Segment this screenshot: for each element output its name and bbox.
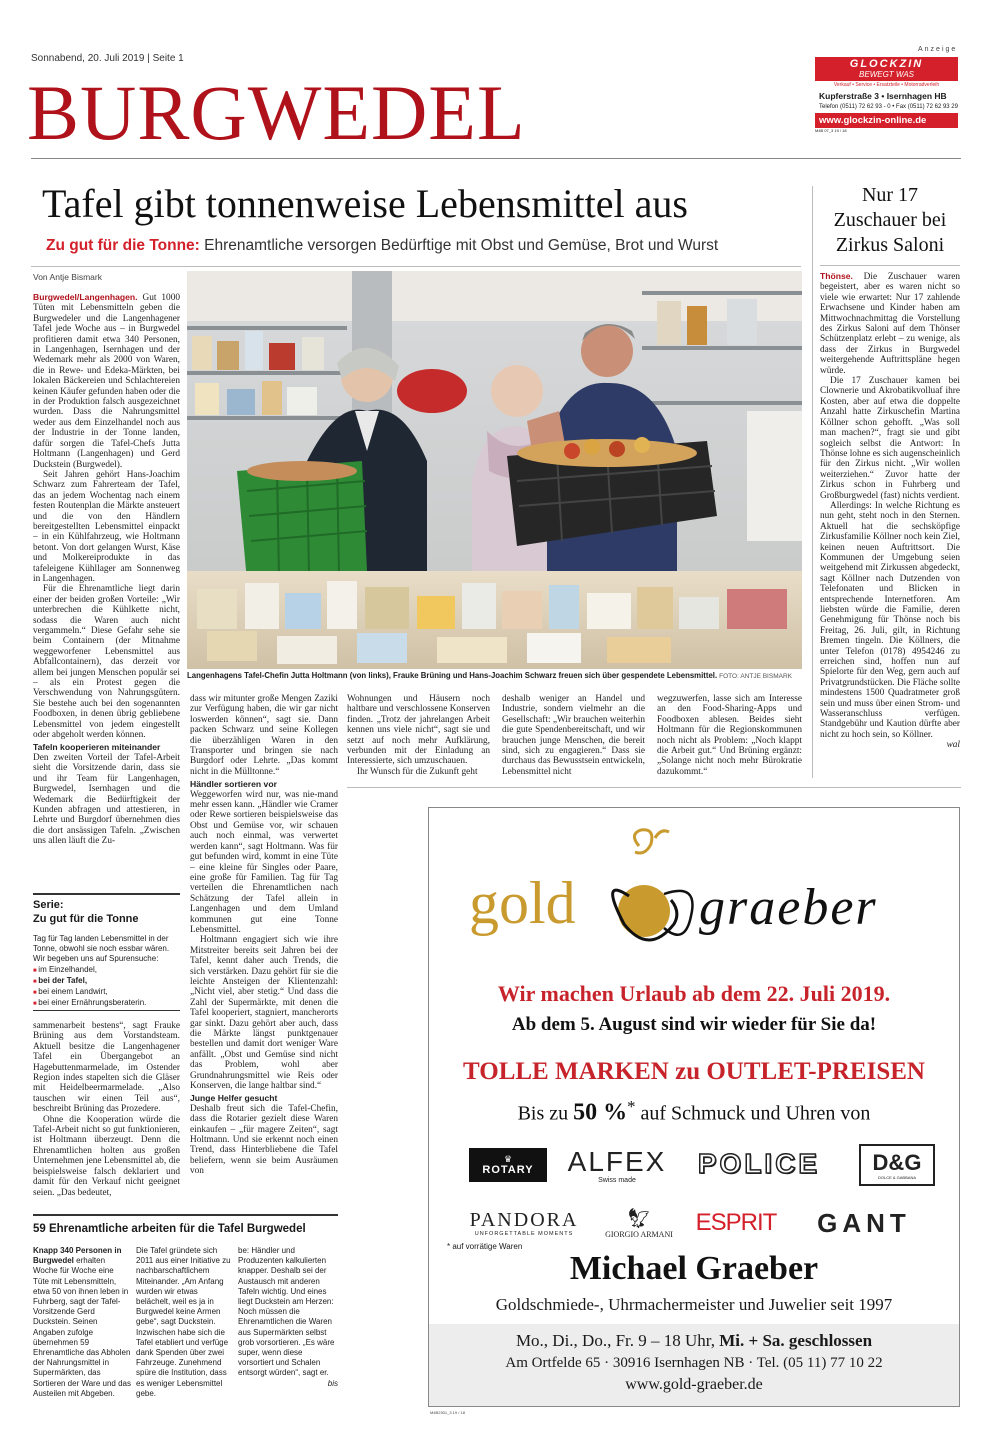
glockzin-ad[interactable] — [815, 57, 958, 147]
rotary-text: ROTARY — [482, 1163, 534, 1176]
col5-p1: wegzuwerfen, lasse sich am Interesse an den Food-Sharing-Apps und Foodboxen ablesen. Beides sieht Holtmann für die Regionskommunen noch nicht als Problem: „Noch klappt die Arbeit gut.“ Und Brüning ergänzt: „Solange nicht noch mehr Bürokratie dazukommt.“ — [657, 694, 802, 777]
box-author: bis — [327, 1378, 338, 1388]
box-col-1 — [33, 1246, 131, 1411]
series-list — [33, 965, 180, 1010]
esprit-text: ESPRIT — [695, 1209, 777, 1236]
discount-value: 50 % — [573, 1099, 628, 1126]
series-rule-bottom — [33, 1010, 180, 1011]
contact-box — [429, 1324, 959, 1406]
head-rule — [31, 266, 801, 267]
series-list-item — [33, 965, 180, 976]
armani-text: GIORGIO ARMANI — [605, 1229, 673, 1239]
brand-armani — [589, 1200, 689, 1246]
ad-label: Anzeige — [918, 46, 958, 53]
sub-red: Zu gut für die Tonne: — [46, 237, 200, 254]
dg-sub: DOLCE & GABBANA — [877, 1174, 916, 1180]
glockzin-web[interactable]: www.glockzin-online.de — [815, 113, 958, 128]
col1-subhead: Tafeln kooperieren miteinander — [33, 742, 161, 753]
graeber-ad[interactable] — [428, 807, 960, 1407]
col3-p1: Wohnungen und Häusern noch haltbare und verschlossene Konserven finden. „Trotz der jahrelangen Arbeit kennen uns viele nicht“, sagt sie und setzt auf noch mehr Aufklärung, verbunden mit der Einladung an Interessierte, sich umzuschauen. — [347, 694, 490, 767]
side-p3: Allerdings: In welche Richtung es nun geht, steht noch in den Sternen. Aktuell hat die sechsköpfige Zirkusfamilie Köllner noch kein Ziel, keinen neuen Auftrittsort. Die Kommunen der Umgebung seien weitgehend mit Zirkussen abgedeckt, sagt Köllner nach Dutzenden von Telefonaten und Blicken in entsprechende Internetforen. Am liebsten würde die Familie, deren Genehmigung für Thönse noch bis Freitag, 26. Juli, gilt, in Richtung Bremen tingeln. Die Köllners, die unter Telefon (0178) 4954246 zu erreichen sind, hoffen nun auf Spielorte für den Weg, gern auch auf Privatgrundstücken. Die Fläche sollte mindestens 1500 Quadratmeter groß sein und muss über einen Strom- und Wasseranschluss verfügen. Standgebühr und Kaution dürfte aber nicht zu hoch sein, so Köllner. — [820, 500, 960, 740]
side-p1: Die Zuschauer waren begeistert, aber es waren nicht so viele wie erwartet: Nur 17 zahlende Erwachsene und Kinder haben am Mittwochnachmittag die Vorstellung des Zirkus Saloni auf dem Thönser Schützenplatz erlebt – zu wenige, als dass der Zirkus in Burgwedel weitergehende Auftrittspläne hegen würde. — [820, 272, 960, 376]
col2-subhead-2: Junge Helfer gesucht — [190, 1093, 278, 1104]
box-lead: Knapp 340 Personen in Burgwedel — [33, 1246, 122, 1266]
series-title: Serie: — [33, 899, 64, 911]
caption-text: Langenhagens Tafel-Chefin Jutta Holtmann (von links), Frauke Brüning und Hans-Joachim Schwarz freuen sich über gespendete Lebensmittel. — [187, 671, 718, 680]
discount-post: auf Schmuck und Uhren von — [635, 1102, 871, 1125]
bullet-icon: ■ — [33, 967, 39, 974]
article-col-4 — [502, 694, 645, 780]
gant-text: GANT — [817, 1207, 911, 1238]
content-bottom-rule — [347, 787, 961, 788]
col3-p2: Ihr Wunsch für die Zukunft geht — [357, 766, 478, 777]
owner-profession: Goldschmiede-, Uhrmachermeister und Juwelier seit 1997 — [495, 1295, 893, 1314]
brand-rotary — [469, 1148, 547, 1182]
series-rule-top — [33, 893, 180, 895]
glockzin-name: GLOCKZIN — [849, 58, 924, 70]
col1-p5: sammenarbeit bestens“, sagt Frauke Brüning aus dem Vorstandsteam. Aktuell besitze die Langenhagener Tafel ein Übergangebot an Hagebuttenmarmelade, im Ostender Region indes stapelten sich die Gläser mit Heidelbeermarmelade. „Also tauschen wir einen Teil aus“, beschreibt Brüning das Prozedere. — [33, 1021, 180, 1115]
col2-subhead-1: Händler sortieren vor — [190, 779, 277, 790]
bullet-icon: ■ — [33, 978, 39, 985]
discount-star: * — [627, 1097, 636, 1116]
pandora-sub: UNFORGETTABLE MOMENTS — [474, 1231, 574, 1237]
armani-eagle-icon: 🦅︎ — [626, 1207, 652, 1230]
series-box — [33, 898, 180, 1009]
series-list-text: bei der Tafel, — [38, 975, 88, 985]
opening-hours — [429, 1324, 959, 1352]
box-col-2 — [136, 1246, 232, 1411]
col4-p1: deshalb weniger an Handel und Industrie, sondern vielmehr an die Gesellschaft: „Wir brauchen weiterhin die gute Spendenbereitschaft, und wir brauchen junge Menschen, die bereit sind, sich zu engagieren.“ Dass sie durchaus das Bewusstsein entwickeln, Lebensmittel nicht — [502, 694, 645, 777]
box-c3: be: Händler und Produzenten kalkulierten knapper. Deshalb sei der Austausch mit anderen Tafeln wichtig. Und eines liegt Duckstein am Herzen: Noch müssen die Ehrenamtlichen die Waren aus Supermärkten selbst grob vorsortieren. „Es wäre super, wenn diese vorsortiert und Schalen entsorgt würden“, sagt er. — [238, 1246, 335, 1378]
masthead: BURGWEDEL — [27, 69, 526, 156]
vacation-line-2: Ab dem 5. August sind wir wieder für Sie da! — [511, 1014, 877, 1035]
col1-p4: Den zweiten Vorteil der Tafel-Arbeit sieht die Vorsitzende darin, dass sie und ihr Team für Langenhagen, Burgwedel, Isernhagen und die Wedemark die Bedürftigkeit der Kunden abfragen und attestieren, in Lehrte und Burgdorf übernehmen dies die dort ansässigen Tafeln. „Zwischen uns allen läuft die Zu- — [33, 752, 180, 847]
header-rule — [31, 158, 961, 159]
side-body — [820, 271, 960, 778]
alfex-text: ALFEX — [567, 1145, 667, 1177]
glockzin-logo — [815, 57, 958, 81]
ad-address: Am Ortfelde 65 · 30916 Isernhagen NB · Tel. (05 11) 77 10 22 — [505, 1355, 883, 1371]
box-c1: erhalten Woche für Woche eine Tüte mit Lebensmitteln, etwa 50 von ihnen leben in Fuhrberg, sagt der Tafel-Vorsitzende Gerd Duckstein. Seinen Angaben zufolge übernehmen 59 Ehrenamtliche das Abholen der Nahrungsmittel in Supermärkten, das Sortieren der Ware und das Austeilen mit Abgeben. — [33, 1256, 131, 1398]
glockzin-phone: Telefon (0511) 72 62 93 - 0 • Fax (0511) 72 62 93 29 — [819, 104, 958, 110]
article-col-3 — [347, 694, 490, 780]
side-p2: Die 17 Zuschauer kamen bei Clownerie und Akrobatikvolluaf ihre Kosten, aber auf etwa die doppelte Anzahl hatte Zirkuschefin Martina Köllner schon gehofft. „Was soll man machen?“, fragt sie und gibt sogleich selbst die Antwort: In Thönse lohne es sich augenscheinlich für den Zirkus nicht. „Wir wollen weiterziehen.“ Zuvor hatte der Zirkus schon in Fuhrberg und Großburgwedel (fast) nichts verdient. — [820, 376, 960, 501]
side-headline: Nur 17 Zuschauer bei Zirkus Saloni — [833, 184, 947, 256]
logo-gold-text: gold — [469, 870, 576, 936]
glockzin-services: Verkauf • Service • Ersatzteile • Motorradverleih — [815, 81, 958, 90]
brand-alfex — [557, 1140, 677, 1190]
dateline: Sonnabend, 20. Juli 2019 | Seite 1 — [31, 53, 184, 64]
brand-gant — [789, 1206, 939, 1240]
main-subheadline — [46, 236, 718, 256]
series-list-item — [33, 998, 180, 1009]
col2-p1: dass wir mitunter große Mengen Zaziki zur Verfügung haben, die wir gar nicht loswerden können“, sagt sie. Dann packen Schwarz und seine Kollegen die überzähligen Waren in den Transporter und bringen sie nach Burgdorf oder Lehrte. „Das kommt nicht in die Mülltonne.“ — [190, 694, 338, 777]
main-headline: Tafel gibt tonnenweise Lebensmittel aus — [42, 181, 688, 226]
side-author: wal — [946, 740, 960, 751]
brand-police — [684, 1146, 834, 1182]
logo-graeber-text: graeber — [699, 879, 878, 936]
glockzin-address: Kupferstraße 3 • Isernhagen HB — [819, 91, 947, 101]
col2-p4: Deshalb freut sich die Tafel-Chefin, dass die Rotarier gezielt diese Waren einkaufen – „für magere Zeiten“, sagt Holtmann. Und sie erkennt noch einen Trend, dass Hinterbliebene die Tafel beliefern, wenn sie beim Ausräumen von — [190, 1103, 338, 1177]
side-rule — [820, 265, 960, 266]
series-list-text: bei einer Ernährungsberaterin. — [38, 998, 147, 1008]
ad-website[interactable]: www.gold-graeber.de — [625, 1376, 763, 1393]
hours-days: Mo., Di., Do., Fr. 9 – 18 Uhr, — [515, 1331, 716, 1350]
outlet-headline: TOLLE MARKEN zu OUTLET-PREISEN — [463, 1058, 925, 1085]
police-text: POLICE — [697, 1148, 821, 1179]
discount-line — [429, 1093, 959, 1128]
side-lead: Thönse. — [820, 271, 853, 281]
article-col-2 — [190, 694, 338, 1201]
pandora-text: PANDORA — [469, 1209, 579, 1231]
box-c2: Die Tafel gründete sich 2011 aus einer Initiative zu nachbarschaftlichem Miteinander. „Am Anfang wurden wir etwas belächelt, weil es ja in Burgwedel keine Armen gebe“, sagt Duckstein. Inzwischen habe sich die Tafel etabliert und verfüge dank Spenden über zwei Fahrzeuge. Zunehmend spüre die Institution, dass es weniger Lebensmittel gebe. — [136, 1246, 231, 1398]
series-list-item — [33, 987, 180, 998]
glockzin-tagline: BEWEGT WAS — [859, 70, 914, 79]
dg-text: D&G — [872, 1149, 922, 1175]
owner-name: Michael Graeber — [569, 1250, 819, 1287]
vacation-line-1: Wir machen Urlaub ab dem 22. Juli 2019. — [497, 981, 891, 1006]
series-text: Tag für Tag landen Lebensmittel in der Tonne, obwohl sie noch essbar wären. Wir begeben uns auf Spurensuche: — [33, 934, 170, 964]
brand-dg — [859, 1144, 935, 1186]
photo-credit: FOTO: ANTJE BISMARK — [719, 673, 792, 680]
box-col-3 — [238, 1246, 338, 1411]
series-name: Zu gut für die Tonne — [33, 913, 139, 925]
footnote: * auf vorrätige Waren — [447, 1242, 523, 1251]
photo-caption — [187, 671, 802, 682]
col2-p2: Weggeworfen wird nur, was nie-mand mehr essen kann. „Händler wie Cramer oder Rewe sortieren beispielsweise das Obst und Gemüse vor, wir schauen auch noch einmal, was verwertet werden kann“, sagt Holtmann. Was für gut befunden wird, kommt in eine Tüte – eine kleine für Singles oder Paare, eine große für Familien. Tag für Tag verteilen die Ehrenamtlichen nach Schätzung der Tafel allein in Langenhagen und dem Umland kommunen gut eine Tonne Lebensmittel. — [190, 789, 338, 935]
alfex-sub: Swiss made — [598, 1176, 636, 1184]
ad-code: M4B2301_3 19 / 18 — [430, 1410, 465, 1415]
col1-p1: Gut 1000 Tüten mit Lebensmitteln geben die Burgwedeler und die Langenhagener Tafel jede Woche aus – in Burgwedel profitieren damit etwa 340 Personen, in Langenhagen, Isernhagen und der Wedemark mehr als 2000 von Waren, die in Rewe- und Edeka-Märkten, bei lokalen Bäckereien und Schlachtereien keinen Käufer gefunden haben oder die in der Produktion falsch ausgezeichnet wurden. Dass die Nahrungsmittel weder aus dem Einzelhandel noch aus der Industrie in der Tonne landen, dafür sorgen die Tafel-Chefs Jutta Holtmann (Langenhagen) und Gerd Duckstein (Burgwedel). — [33, 293, 180, 470]
brand-pandora — [459, 1204, 589, 1242]
col1-p6: Ohne die Kooperation würde die Tafel-Arbeit nicht so gut funktionieren, ist Holtmann überzeugt. Denn die Ehrenamtlichen holten aus großen Unternehmen jene Lebensmittel ab, die beispielsweise falsch deklariert und damit für den Verkauf nicht geeignet seien. „Das bedeutet, — [33, 1114, 180, 1198]
dateline-place: Burgwedel/Langenhagen. — [33, 292, 138, 302]
side-divider — [812, 186, 813, 778]
col2-p3: Holtmann engagiert sich wie ihre Mitstreiter bereits seit Jahren bei der Tafel, kennt daher auch Trends, die sich verstärken. Dazu gehört für sie die leichte Ansteigen der Klientenzahl: „Nicht viel, aber stetig.“ Und dass die Zahl der Supermärkte, mit denen die Tafel kooperiert, stagniert, mancherorts gar sinkt. Dazu gehört aber auch, dass die Märkte längst punktgenauer bestellen und damit dort weniger Ware anfällt. „Obst und Gemüse sind nicht das Problem, wohl aber Grundnahrungsmittel wie Reis oder Konserven, die lange haltbar sind.“ — [190, 935, 338, 1092]
glockzin-code: M4B 07_3 19 / 18 — [815, 128, 847, 133]
article-col-1 — [33, 292, 180, 867]
article-photo — [187, 271, 802, 669]
rotary-crown-icon: ♛ — [503, 1153, 513, 1164]
box-headline: 59 Ehrenamtliche arbeiten für die Tafel Burgwedel — [33, 1223, 306, 1235]
bullet-icon: ■ — [33, 990, 39, 997]
byline: Von Antje Bismark — [33, 272, 102, 282]
series-list-text: im Einzelhandel, — [38, 964, 97, 974]
article-col-5 — [657, 694, 802, 780]
bullet-icon: ■ — [33, 1001, 39, 1008]
hours-closed: Mi. + Sa. geschlossen — [715, 1331, 873, 1350]
sub-rest: Ehrenamtliche versorgen Bedürftige mit Obst und Gemüse, Brot und Wurst — [199, 237, 719, 254]
col1-p2: Seit Jahren gehört Hans-Joachim Schwarz zum Fahrerteam der Tafel, das an jedem Wochentag nach einem festen Routenplan die Märkte ansteuert und die von den Händlern bereitgestellten Lebensmittel einpackt – in ein Kühlfahrzeug, wie Holtmann betont. Von dort gelangen Wurst, Käse und Molkereiprodukte in das tafeleigene Kühllager am Sonnenweg in Langenhagen. — [33, 469, 180, 584]
discount-pre: Bis zu — [517, 1102, 574, 1125]
article-col-1b — [33, 1021, 180, 1201]
col1-p3: Für die Ehrenamtliche liegt darin einer der beiden großen Vorteile: „Wir unterbrechen die Kühlkette nicht, sodass die Waren auch nicht vergammeln.“ Diese Gefahr sehe sie beim Containern (der Mitnahme weggeworfener Lebensmittel aus Abfallcontainern), das derzeit vor allem bei jungen Menschen populär sei – als ein Protest gegen die Verschwendung von Nahrungsgütern. Sie bestehe auch bei den sogenannten Foodboxen, in denen übrig gebliebene Lebensmittel von jedem eingestellt oder abgeholt werden können. — [33, 584, 180, 741]
series-list-item — [33, 976, 180, 987]
brand-esprit — [691, 1206, 781, 1240]
box-rule-top — [33, 1214, 338, 1216]
series-list-text: bei einem Landwirt, — [38, 987, 108, 997]
